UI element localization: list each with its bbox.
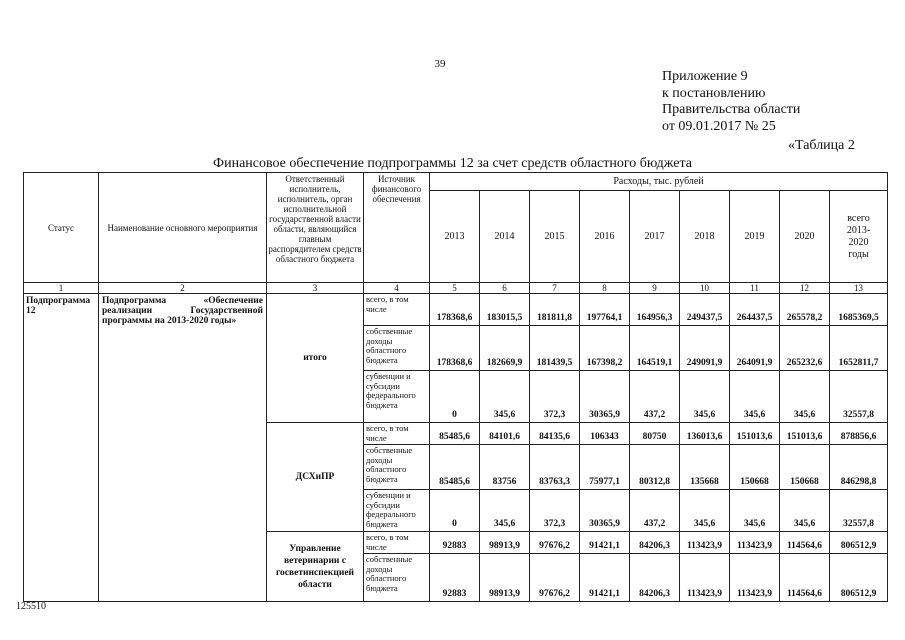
value-cell: 183015,5 [480,294,530,326]
status-cell: Подпрограмма 12 [24,294,99,602]
value-cell: 164519,1 [630,326,680,371]
value-cell: 345,6 [480,371,530,423]
column-number: 9 [630,283,680,294]
value-cell: 84135,6 [530,423,580,445]
value-cell: 83763,3 [530,445,580,490]
value-cell: 84206,3 [630,554,680,602]
value-cell: 151013,6 [780,423,830,445]
value-cell: 249091,9 [680,326,730,371]
value-cell: 83756 [480,445,530,490]
value-cell: 182669,9 [480,326,530,371]
value-cell: 345,6 [780,490,830,532]
value-cell: 0 [430,490,480,532]
value-cell: 80750 [630,423,680,445]
value-cell: 878856,6 [830,423,888,445]
value-cell: 345,6 [730,371,780,423]
header-year: 2013 [430,191,480,283]
header-status: Статус [24,173,99,283]
appendix-line: к постановлению [662,85,766,101]
responsible-cell: ДСХиПР [267,423,364,532]
header-total-line: 2013- [846,224,871,236]
footer-code: 125510 [16,601,46,612]
value-cell: 345,6 [730,490,780,532]
value-cell: 0 [430,371,480,423]
value-cell: 80312,8 [630,445,680,490]
source-cell: собственные доходы областного бюджета [364,554,430,602]
column-number: 2 [99,283,267,294]
table-label: «Таблица 2 [788,138,855,153]
value-cell: 265578,2 [780,294,830,326]
value-cell: 30365,9 [580,490,630,532]
event-cell: Подпрограмма «Обеспечение реализации Государственной программы на 2013-2020 годы» [99,294,267,602]
value-cell: 167398,2 [580,326,630,371]
value-cell: 178368,6 [430,326,480,371]
page-number: 39 [434,58,446,70]
value-cell: 178368,6 [430,294,480,326]
header-expenses: Расходы, тыс. рублей [430,173,888,191]
value-cell: 1652811,7 [830,326,888,371]
column-number: 11 [730,283,780,294]
value-cell: 98913,9 [480,554,530,602]
document-title: Финансовое обеспечение подпрограммы 12 за счет средств областного бюджета [213,156,692,171]
appendix-line: Приложение 9 [662,69,748,84]
value-cell: 164956,3 [630,294,680,326]
header-year: 2015 [530,191,580,283]
appendix-line: от 09.01.2017 № 25 [662,118,776,134]
value-cell: 30365,9 [580,371,630,423]
value-cell: 197764,1 [580,294,630,326]
source-cell: всего, в том числе [364,294,430,326]
value-cell: 437,2 [630,371,680,423]
appendix-block [662,69,800,135]
value-cell: 113423,9 [730,554,780,602]
value-cell: 91421,1 [580,554,630,602]
value-cell: 135668 [680,445,730,490]
responsible-cell: Управление ветеринарии с госветинспекцией области [267,532,364,602]
value-cell: 181811,8 [530,294,580,326]
source-cell: всего, в том числе [364,532,430,554]
column-number: 3 [267,283,364,294]
source-cell: собственные доходы областного бюджета [364,326,430,371]
finance-table [23,172,888,602]
header-year: 2017 [630,191,680,283]
table-row [24,294,888,326]
header-responsible: Ответственный исполнитель, исполнитель, орган исполнительной государственной власти области, являющийся главным распорядителем средств областного бюджета [267,173,364,283]
column-number: 13 [830,283,888,294]
value-cell: 113423,9 [730,532,780,554]
value-cell: 75977,1 [580,445,630,490]
header-year: 2018 [680,191,730,283]
value-cell: 106343 [580,423,630,445]
value-cell: 32557,8 [830,371,888,423]
value-cell: 85485,6 [430,445,480,490]
header-year: 2020 [780,191,830,283]
column-number: 4 [364,283,430,294]
header-event: Наименование основного мероприятия [99,173,267,283]
header-total-line: всего [847,212,870,224]
column-number: 12 [780,283,830,294]
value-cell: 113423,9 [680,532,730,554]
value-cell: 114564,6 [780,532,830,554]
value-cell: 345,6 [780,371,830,423]
value-cell: 1685369,5 [830,294,888,326]
column-number: 7 [530,283,580,294]
value-cell: 84101,6 [480,423,530,445]
value-cell: 345,6 [480,490,530,532]
value-cell: 150668 [780,445,830,490]
value-cell: 92883 [430,532,480,554]
value-cell: 151013,6 [730,423,780,445]
value-cell: 372,3 [530,490,580,532]
column-number: 6 [480,283,530,294]
column-number: 1 [24,283,99,294]
value-cell: 264437,5 [730,294,780,326]
header-total [830,191,888,283]
value-cell: 372,3 [530,371,580,423]
value-cell: 249437,5 [680,294,730,326]
header-year: 2019 [730,191,780,283]
header-source: Источник финансового обеспечения [364,173,430,283]
column-number: 5 [430,283,480,294]
source-cell: субвенции и субсидии федерального бюджета [364,490,430,532]
responsible-cell: итого [267,294,364,423]
value-cell: 846298,8 [830,445,888,490]
value-cell: 32557,8 [830,490,888,532]
value-cell: 114564,6 [780,554,830,602]
value-cell: 85485,6 [430,423,480,445]
value-cell: 97676,2 [530,554,580,602]
source-cell: всего, в том числе [364,423,430,445]
header-year: 2014 [480,191,530,283]
value-cell: 806512,9 [830,554,888,602]
source-cell: собственные доходы областного бюджета [364,445,430,490]
value-cell: 113423,9 [680,554,730,602]
source-cell: субвенции и субсидии федерального бюджета [364,371,430,423]
value-cell: 136013,6 [680,423,730,445]
column-number: 8 [580,283,630,294]
value-cell: 345,6 [680,371,730,423]
value-cell: 437,2 [630,490,680,532]
value-cell: 150668 [730,445,780,490]
value-cell: 265232,6 [780,326,830,371]
value-cell: 181439,5 [530,326,580,371]
value-cell: 345,6 [680,490,730,532]
value-cell: 92883 [430,554,480,602]
value-cell: 97676,2 [530,532,580,554]
value-cell: 98913,9 [480,532,530,554]
value-cell: 91421,1 [580,532,630,554]
appendix-line: Правительства области [662,102,801,117]
column-number: 10 [680,283,730,294]
value-cell: 264091,9 [730,326,780,371]
value-cell: 806512,9 [830,532,888,554]
header-total-line: годы [848,248,869,260]
value-cell: 84206,3 [630,532,680,554]
header-year: 2016 [580,191,630,283]
header-total-line: 2020 [848,236,869,248]
